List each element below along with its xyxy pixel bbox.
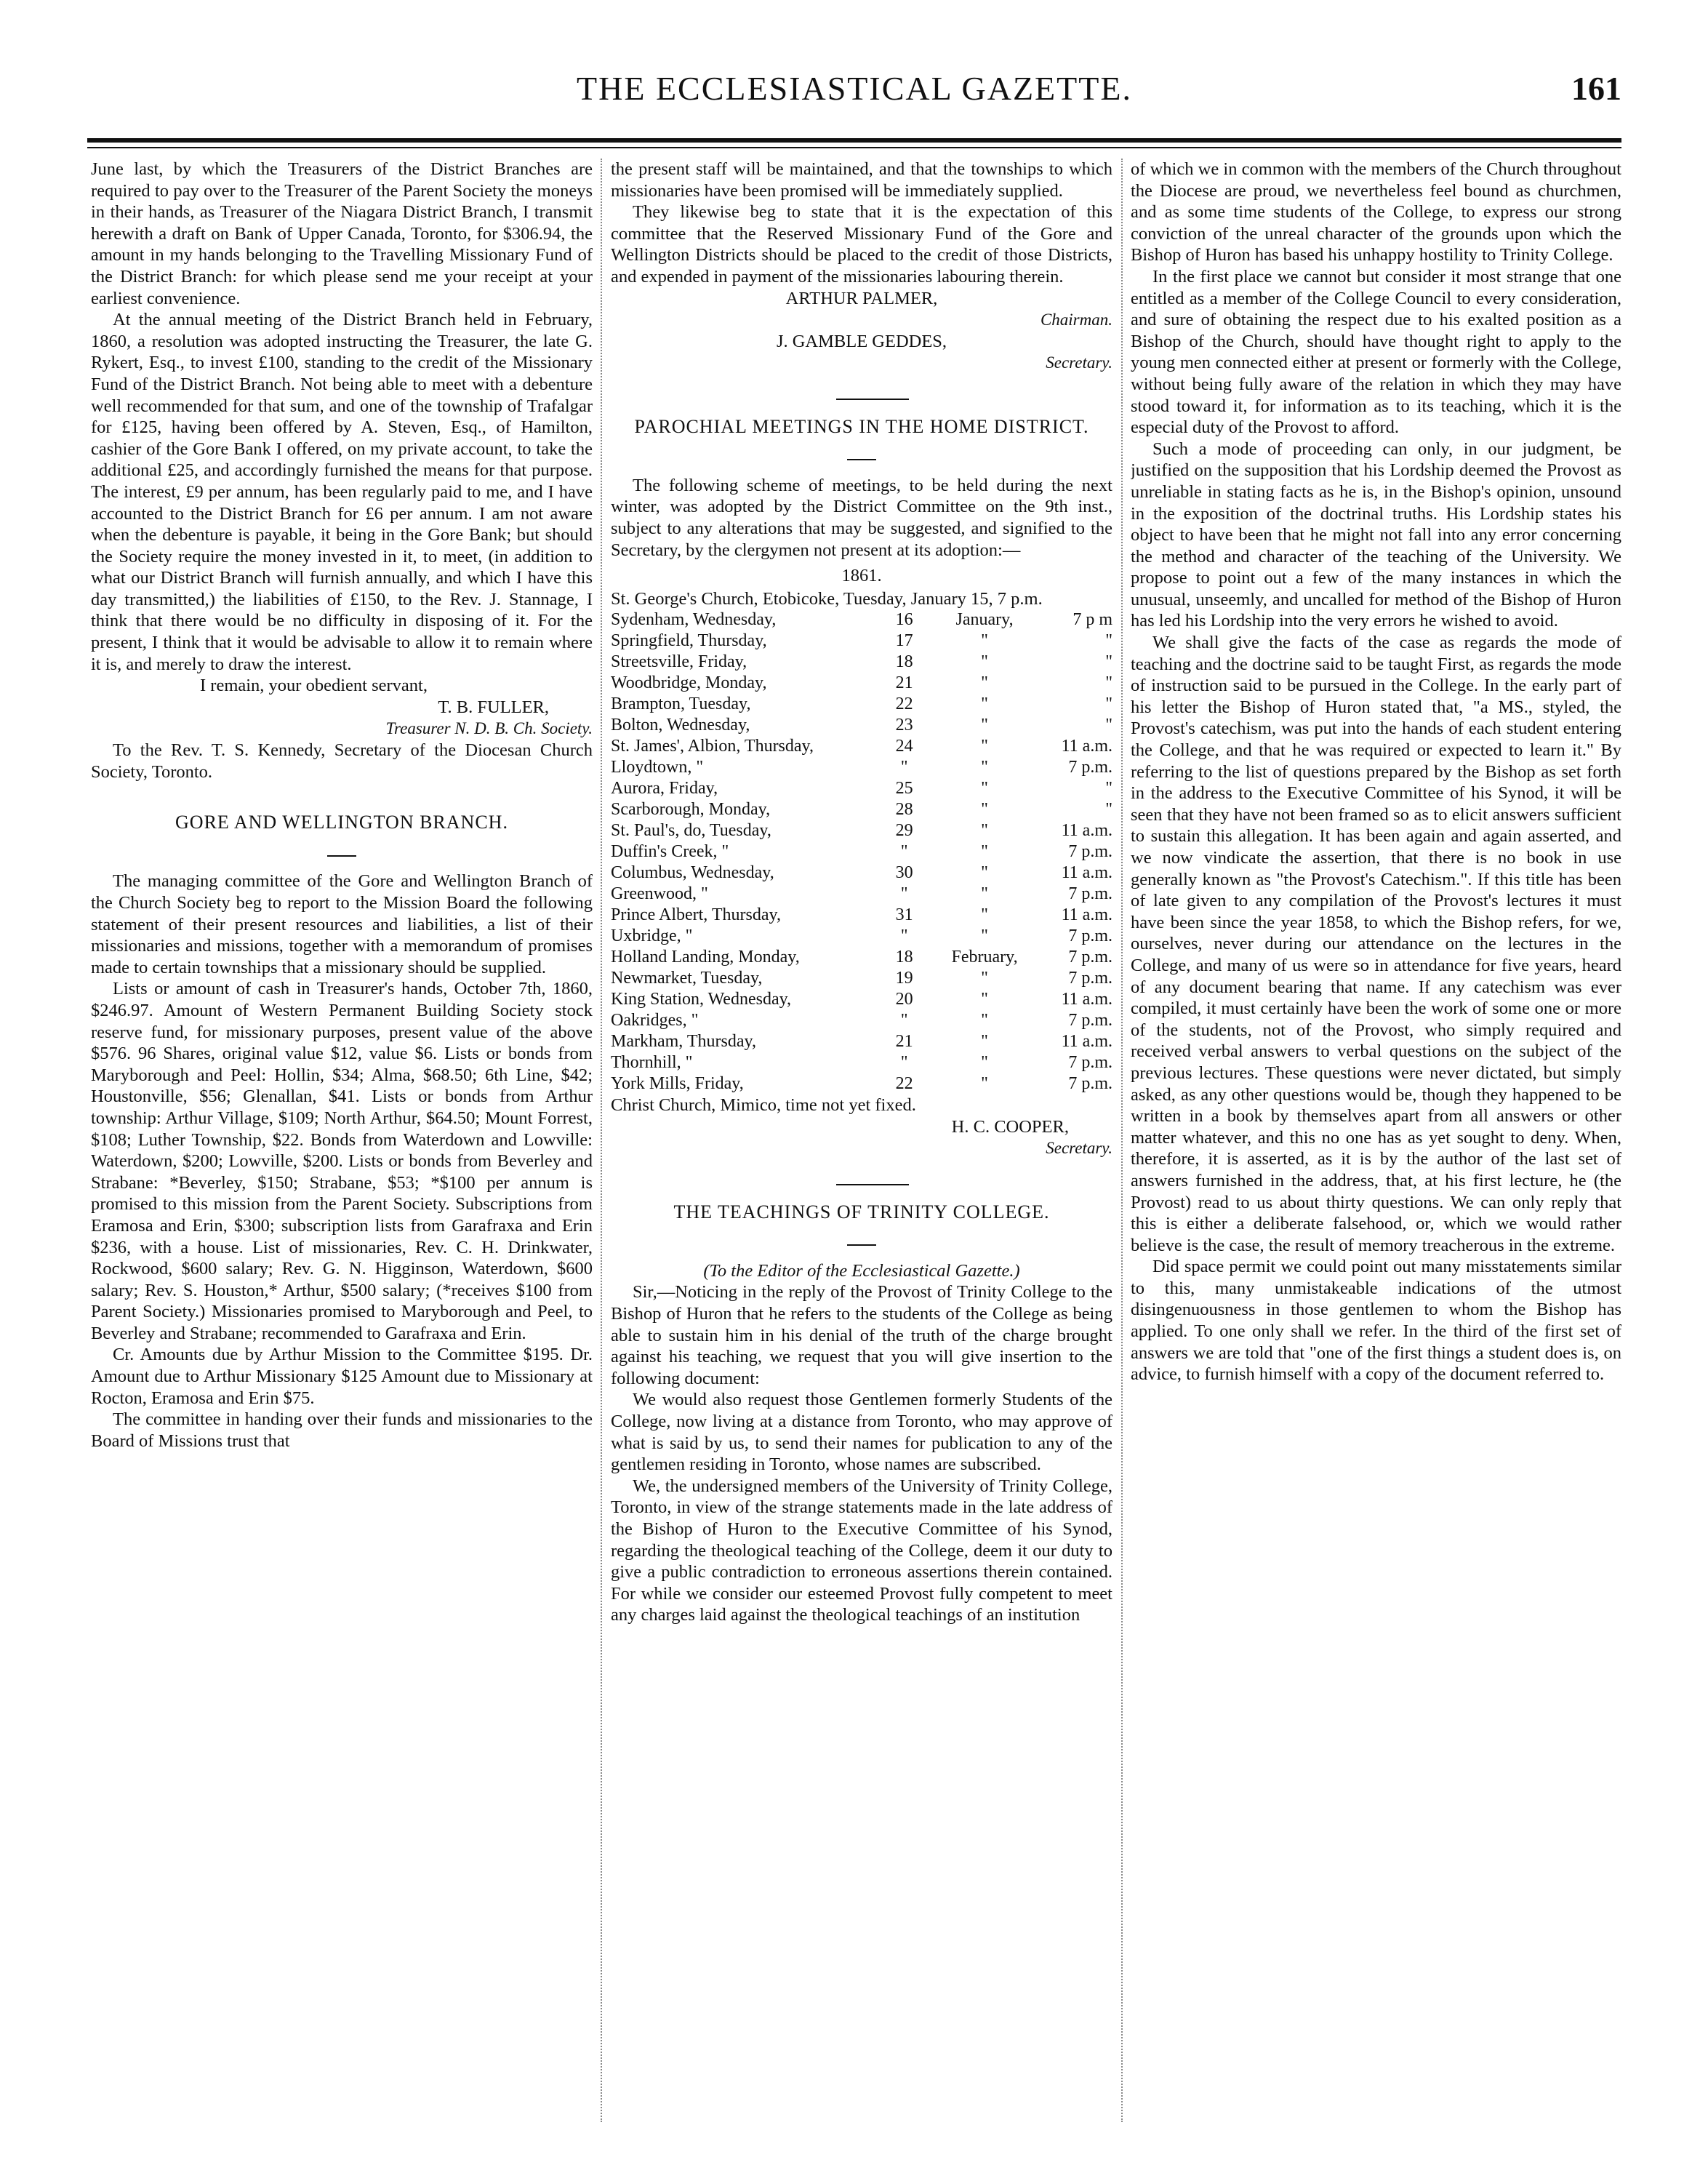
schedule-month: " [981, 673, 988, 693]
schedule-row [611, 736, 1112, 757]
schedule-row [611, 1010, 1112, 1031]
schedule-place: Duffin's Creek, " [611, 842, 729, 862]
schedule-place: St. Paul's, do, Tuesday, [611, 821, 771, 841]
schedule-row [611, 841, 1112, 863]
schedule-day: 30 [895, 863, 913, 883]
paragraph: The managing committee of the Gore and Wellington Branch of the Church Society beg to report to the Mission Board the following statement of their present resources and liabilities, a list of their missionaries and missions, together with a memorandum of promises made to certain townships that a missionary should be supplied. [91, 871, 593, 977]
schedule-day: 17 [895, 631, 913, 651]
masthead-title: THE ECCLESIASTICAL GAZETTE. [577, 70, 1132, 107]
schedule-time: 11 a.m. [1061, 1032, 1112, 1052]
page-header [87, 69, 1621, 127]
schedule-day: 20 [895, 990, 913, 1009]
schedule-time: 11 a.m. [1061, 863, 1112, 883]
schedule-place: Streetsville, Friday, [611, 652, 747, 672]
schedule-row [611, 1073, 1112, 1094]
schedule-day: 22 [895, 1074, 913, 1094]
schedule-day: 28 [895, 800, 913, 820]
schedule-time: 7 p.m. [1068, 1074, 1112, 1094]
schedule-row [611, 631, 1112, 652]
schedule-time: 7 p.m. [1068, 884, 1112, 904]
schedule-month: " [981, 631, 988, 651]
letter-subheading: (To the Editor of the Ecclesiastical Gazette.) [703, 1260, 1020, 1281]
schedule-day: 22 [895, 695, 913, 714]
schedule-place: Springfield, Thursday, [611, 631, 767, 651]
schedule-time: 11 a.m. [1061, 821, 1112, 841]
schedule-day: " [900, 1053, 908, 1073]
schedule-day: 16 [895, 610, 913, 630]
schedule-time: 7 p.m. [1068, 927, 1112, 946]
schedule-month: " [981, 863, 988, 883]
schedule-day: 23 [895, 716, 913, 735]
schedule-row [611, 609, 1112, 631]
signer-name: J. GAMBLE GEDDES, [776, 331, 947, 351]
schedule-time: " [1105, 779, 1112, 799]
paragraph: of which we in common with the members of the Church throughout the Diocese are proud, we nevertheless feel bound as churchmen, and as some time students of the College, to express our strong conviction of the unreal character of the grounds upon which the Bishop of Huron has based his unhappy hostility to Trinity College. [1131, 159, 1621, 265]
schedule-month: " [981, 821, 988, 841]
schedule-time: " [1105, 716, 1112, 735]
schedule-row [611, 715, 1112, 736]
paragraph: the present staff will be maintained, and that the townships to which missionaries have been promised will be immediately supplied. [611, 159, 1112, 201]
schedule-time: 7 p.m. [1068, 758, 1112, 777]
schedule-month: " [981, 884, 988, 904]
schedule-place: Prince Albert, Thursday, [611, 905, 781, 925]
schedule-day: 18 [895, 948, 913, 967]
section-heading: GORE AND WELLINGTON BRANCH. [175, 812, 508, 833]
signer-role: Treasurer N. D. B. Ch. Society. [385, 719, 593, 738]
schedule-month: " [981, 905, 988, 925]
schedule-day: 24 [895, 737, 913, 756]
schedule-month: January, [955, 610, 1014, 630]
schedule-place: Holland Landing, Monday, [611, 948, 800, 967]
schedule-time: " [1105, 631, 1112, 651]
meeting-schedule [611, 609, 1112, 1094]
schedule-month: " [981, 737, 988, 756]
schedule-row [611, 652, 1112, 673]
schedule-month: " [981, 1074, 988, 1094]
schedule-day: " [900, 758, 908, 777]
schedule-day: " [900, 884, 908, 904]
schedule-row [611, 989, 1112, 1010]
schedule-month: " [981, 1032, 988, 1052]
signer-role: Secretary. [1046, 353, 1112, 372]
schedule-place: Brampton, Tuesday, [611, 695, 751, 714]
schedule-time: 7 p.m. [1068, 1053, 1112, 1073]
paragraph: The following scheme of meetings, to be held during the next winter, was adopted by the District Committee on the 9th inst., subject to any alterations that may be suggested, and signified to the Secretary, by the clergymen not present at its adoption:— [611, 475, 1112, 560]
section-rule [611, 384, 1112, 406]
paragraph: June last, by which the Treasurers of the District Branches are required to pay over to the Treasurer of the Parent Society the moneys in their hands, as Treasurer of the Niagara District Branch, I transmit herewith a draft on Bank of Upper Canada, Toronto, for $306.94, the amount in my hands belonging to the Travelling Missionary Fund of the District Branch: for which please send me your receipt at your earliest convenience. [91, 159, 593, 308]
schedule-time: 7 p.m. [1068, 842, 1112, 862]
schedule-place: St. James', Albion, Thursday, [611, 737, 814, 756]
paragraph: The committee in handing over their funds and missionaries to the Board of Missions trust that [91, 1409, 593, 1451]
schedule-day: " [900, 1011, 908, 1031]
schedule-day: 29 [895, 821, 913, 841]
section-heading: PAROCHIAL MEETINGS IN THE HOME DISTRICT. [634, 415, 1089, 437]
schedule-time: 11 a.m. [1061, 990, 1112, 1009]
schedule-time: 7 p.m. [1068, 948, 1112, 967]
schedule-first-entry: St. George's Church, Etobicoke, Tuesday, January 15, 7 p.m. [611, 588, 1043, 609]
schedule-year: 1861. [841, 566, 882, 586]
schedule-time: " [1105, 695, 1112, 714]
signer-name: H. C. COOPER, [951, 1116, 1069, 1137]
schedule-place: Lloydtown, " [611, 758, 704, 777]
signer-name: T. B. FULLER, [438, 697, 549, 717]
schedule-day: 21 [895, 1032, 913, 1052]
paragraph: Such a mode of proceeding can only, in our judgment, be justified on the supposition that his Lordship deemed the Provost as unreliable in stating facts as he is, in the Bishop's opinion, unsound in the exposition of the doctrinal truths. His Lordship states his object to have been that he might not fall into any error concerning the method and character of the teaching of the University. We propose to point out a few of the many instances in which the unusual, unseemly, and uncalled for method of the Bishop of Huron has led his Lordship into the very errors he wished to avoid. [1131, 439, 1621, 631]
column-left [91, 159, 593, 1452]
schedule-month: " [981, 927, 988, 946]
paragraph: At the annual meeting of the District Branch held in February, 1860, a resolution was adopted instructing the Treasurer, the late G. Rykert, Esq., to invest £100, standing to the credit of the Missionary Fund of the District Branch. Not being able to meet with a debenture well recommended for that sum, and one of the township of Trafalgar for £125, having been offered by A. Steven, Esq., of Hamilton, cashier of the Gore Bank I offered, on my private account, to take the additional £25, and accordingly furnished the means for that purpose. The interest, £9 per annum, has been regularly paid to me, and I have accounted to the District Branch for £6 per annum. I am not aware when the debenture is payable, it being in the Gore Bank; but should the Society require the money invested in it, to meet, (in addition to what our District Branch will furnish annually, and which I have this day transmitted,) the liabilities of £150, to the Rev. J. Stannage, I think that there would be no difficulty in disposing of it. For the present, I think that it would be advisable to allow it to remain where it is, and merely to draw the interest. [91, 310, 593, 674]
paragraph: In the first place we cannot but consider it most strange that one entitled as a member of the College Council to every consideration, and sure of obtaining the respect due to his exalted position as a Bishop of the Church, should have thought right to apply to the young men connected either at present or formerly with the College, without being fully aware of the relation in which they may have stood toward it, for information as to its teaching, which it is the especial duty of the Provost to afford. [1131, 266, 1621, 438]
schedule-time: 7 p.m. [1068, 969, 1112, 988]
schedule-place: Newmarket, Tuesday, [611, 969, 763, 988]
schedule-place: Markham, Thursday, [611, 1032, 756, 1052]
section-heading: THE TEACHINGS OF TRINITY COLLEGE. [673, 1201, 1050, 1222]
schedule-month: " [981, 800, 988, 820]
schedule-day: 19 [895, 969, 913, 988]
schedule-place: Aurora, Friday, [611, 779, 718, 799]
schedule-month: " [981, 716, 988, 735]
column-divider [601, 159, 602, 2122]
schedule-place: York Mills, Friday, [611, 1074, 744, 1094]
schedule-day: " [900, 842, 908, 862]
paragraph: We would also request those Gentlemen formerly Students of the College, now living at a distance from Toronto, who may approve of what is said by us, to send their names for publication to any of the gentlemen residing in Toronto, whose names are subscribed. [611, 1390, 1112, 1475]
schedule-month: " [981, 842, 988, 862]
schedule-time: " [1105, 800, 1112, 820]
schedule-row [611, 694, 1112, 715]
header-rule-thick [87, 138, 1621, 143]
schedule-row [611, 778, 1112, 799]
heading-dash [91, 841, 593, 863]
schedule-row [611, 968, 1112, 989]
schedule-day: 31 [895, 905, 913, 925]
schedule-row [611, 947, 1112, 968]
schedule-place: King Station, Wednesday, [611, 990, 792, 1009]
schedule-row [611, 820, 1112, 841]
schedule-month: " [981, 652, 988, 672]
paragraph: Did space permit we could point out many misstatements similar to this, many unmistakeable indications of the utmost disingenuousness in those gentlemen to whom the Bishop has applied. To one only shall we refer. In the third of the first set of answers we are told that "one of the first things a student does is, on advice, to furnish himself with a copy of the document referred to. [1131, 1257, 1621, 1385]
schedule-month: " [981, 695, 988, 714]
heading-dash [611, 1230, 1112, 1252]
schedule-place: Thornhill, " [611, 1053, 693, 1073]
paragraph: We shall give the facts of the case as regards the mode of teaching and the doctrine said to be taught First, as regards the mode of instruction said to be pursued in the College. In the early part of his letter the Bishop of Huron stated that, "a MS., styled, the Provost's catechism, was put into the hands of each student entering the College, and that he was required or expected to learn it." By referring to the list of questions prepared by the Bishop as set forth in the address to the Executive Committee of his Synod, it will be seen that they have not been framed so as to elicit answers sufficient to sustain this allegation. It has been again and again asserted, and we now vindicate the assertion, that there is no book in use generally known as "the Provost's Catechism.". If this title has been of late given to any compilation of the Provost's lectures it must have been since the year 1858, to which the Bishop refers, for we, ourselves, never during our attendance on the lectures in the College, and many of us were so in attendance for five years, heard of any document bearing that name. If any catechism was ever compiled, it must certainly have been the work of some one or more of the students, not of the Provost, who simply required and received verbal answers to verbal questions on the subject of the previous lectures. These questions were never dictated, but simply asked, as any other questions would be, though they happened to be written in a book by themselves apart from all answers or other matter whatever, and this no one has as yet sought to deny. When, therefore, it is asserted, as it is by the author of the last set of answers furnished in the address, that, at his first lecture, he (the Provost) read to us about thirty questions. We can only reply that this is either a deliberate falsehood, or, which we would rather believe is the case, the result of memory treacherous in the extreme. [1131, 633, 1621, 1255]
signer-role: Chairman. [1040, 311, 1112, 329]
schedule-day: " [900, 927, 908, 946]
paragraph: To the Rev. T. S. Kennedy, Secretary of the Diocesan Church Society, Toronto. [91, 740, 593, 782]
schedule-row [611, 757, 1112, 778]
schedule-time: 7 p m [1072, 610, 1112, 630]
schedule-row [611, 673, 1112, 694]
paragraph: Cr. Amounts due by Arthur Mission to the Committee $195. Dr. Amount due to Arthur Missionary $125 Amount due to Missionary at Rocton, Eramosa and Erin $75. [91, 1345, 593, 1408]
schedule-row [611, 863, 1112, 884]
schedule-time: 11 a.m. [1061, 905, 1112, 925]
schedule-day: 21 [895, 673, 913, 693]
column-right [1131, 159, 1621, 1385]
schedule-month: " [981, 758, 988, 777]
paragraph: Sir,—Noticing in the reply of the Provost of Trinity College to the Bishop of Huron that he refers to the students of the College as being able to sustain him in his denial of the truth of the charge brought against his teaching, we request that you will give insertion to the following document: [611, 1282, 1112, 1388]
schedule-time: 11 a.m. [1061, 737, 1112, 756]
schedule-time: 7 p.m. [1068, 1011, 1112, 1031]
paragraph: They likewise beg to state that it is the expectation of this committee that the Reserved Missionary Fund of the Gore and Wellington Districts should be placed to the credit of those Districts, and expended in payment of the missionaries labouring therein. [611, 202, 1112, 287]
schedule-place: Bolton, Wednesday, [611, 716, 750, 735]
schedule-row [611, 1052, 1112, 1073]
schedule-place: Woodbridge, Monday, [611, 673, 767, 693]
section-rule [611, 1169, 1112, 1191]
schedule-month: " [981, 969, 988, 988]
schedule-last-entry: Christ Church, Mimico, time not yet fixed. [611, 1095, 916, 1116]
heading-dash [611, 444, 1112, 466]
schedule-row [611, 799, 1112, 820]
schedule-place: Sydenham, Wednesday, [611, 610, 777, 630]
letter-closing: I remain, your obedient servant, [200, 676, 428, 696]
schedule-time: " [1105, 652, 1112, 672]
schedule-row [611, 926, 1112, 947]
paragraph: Lists or amount of cash in Treasurer's hands, October 7th, 1860, $246.97. Amount of Western Permanent Building Society stock reserve fund, for missionary purposes, present value of the above $576. 96 Shares, original value $12, value $6. Lists or bonds from Maryborough and Peel: Hollin, $34; Alma, $68.50; 6th Line, $42; Houstonville, $56; Glenallan, $41. Lists or bonds from Arthur township: Arthur Village, $109; North Arthur, $64.50; Mount Forrest, $108; Luther Township, $22. Bonds from Waterdown and Lowville: Waterdown, $200; Lowville, $200. Lists or bonds from Beverley and Strabane: *Beverley, $150; Strabane, $53; *$100 per annum is promised to this mission from the Parent Society. Subscriptions from Eramosa and Erin, $300; subscription lists from Garafraxa and Erin $236, with a house. List of missionaries, Rev. C. H. Drinkwater, Rockwood, $600 salary; Rev. G. N. Higginson, Waterdown, $600 salary; Rev. S. Houston,* Arthur, $500 salary; (*receives $100 from Parent Society.) Missionaries promised to Maryborough and Peel, to Beverley and Strabane; recommended to Garafraxa and Erin. [91, 979, 593, 1343]
schedule-row [611, 1031, 1112, 1052]
schedule-day: 25 [895, 779, 913, 799]
header-rule-thin [87, 147, 1621, 148]
signer-name: ARTHUR PALMER, [785, 288, 938, 308]
schedule-month: " [981, 1011, 988, 1031]
schedule-time: " [1105, 673, 1112, 693]
schedule-day: 18 [895, 652, 913, 672]
schedule-month: " [981, 1053, 988, 1073]
column-divider [1121, 159, 1123, 2122]
schedule-place: Oakridges, " [611, 1011, 699, 1031]
schedule-place: Uxbridge, " [611, 927, 693, 946]
column-middle [611, 159, 1112, 1626]
signer-role: Secretary. [1046, 1139, 1112, 1158]
page-number: 161 [1571, 70, 1621, 107]
schedule-place: Greenwood, " [611, 884, 708, 904]
schedule-month: " [981, 990, 988, 1009]
schedule-place: Scarborough, Monday, [611, 800, 771, 820]
schedule-month: " [981, 779, 988, 799]
schedule-row [611, 905, 1112, 926]
schedule-month: February, [951, 948, 1018, 967]
schedule-row [611, 884, 1112, 905]
paragraph: We, the undersigned members of the University of Trinity College, Toronto, in view of the strange statements made in the late address of the Bishop of Huron to the Executive Committee of his Synod, regarding the theological teaching of the College, deem it our duty to give a public contradiction to erroneous assertions therein contained. For while we consider our esteemed Provost fully competent to meet any charges laid against the theological teachings of an institution [611, 1476, 1112, 1625]
schedule-place: Columbus, Wednesday, [611, 863, 774, 883]
